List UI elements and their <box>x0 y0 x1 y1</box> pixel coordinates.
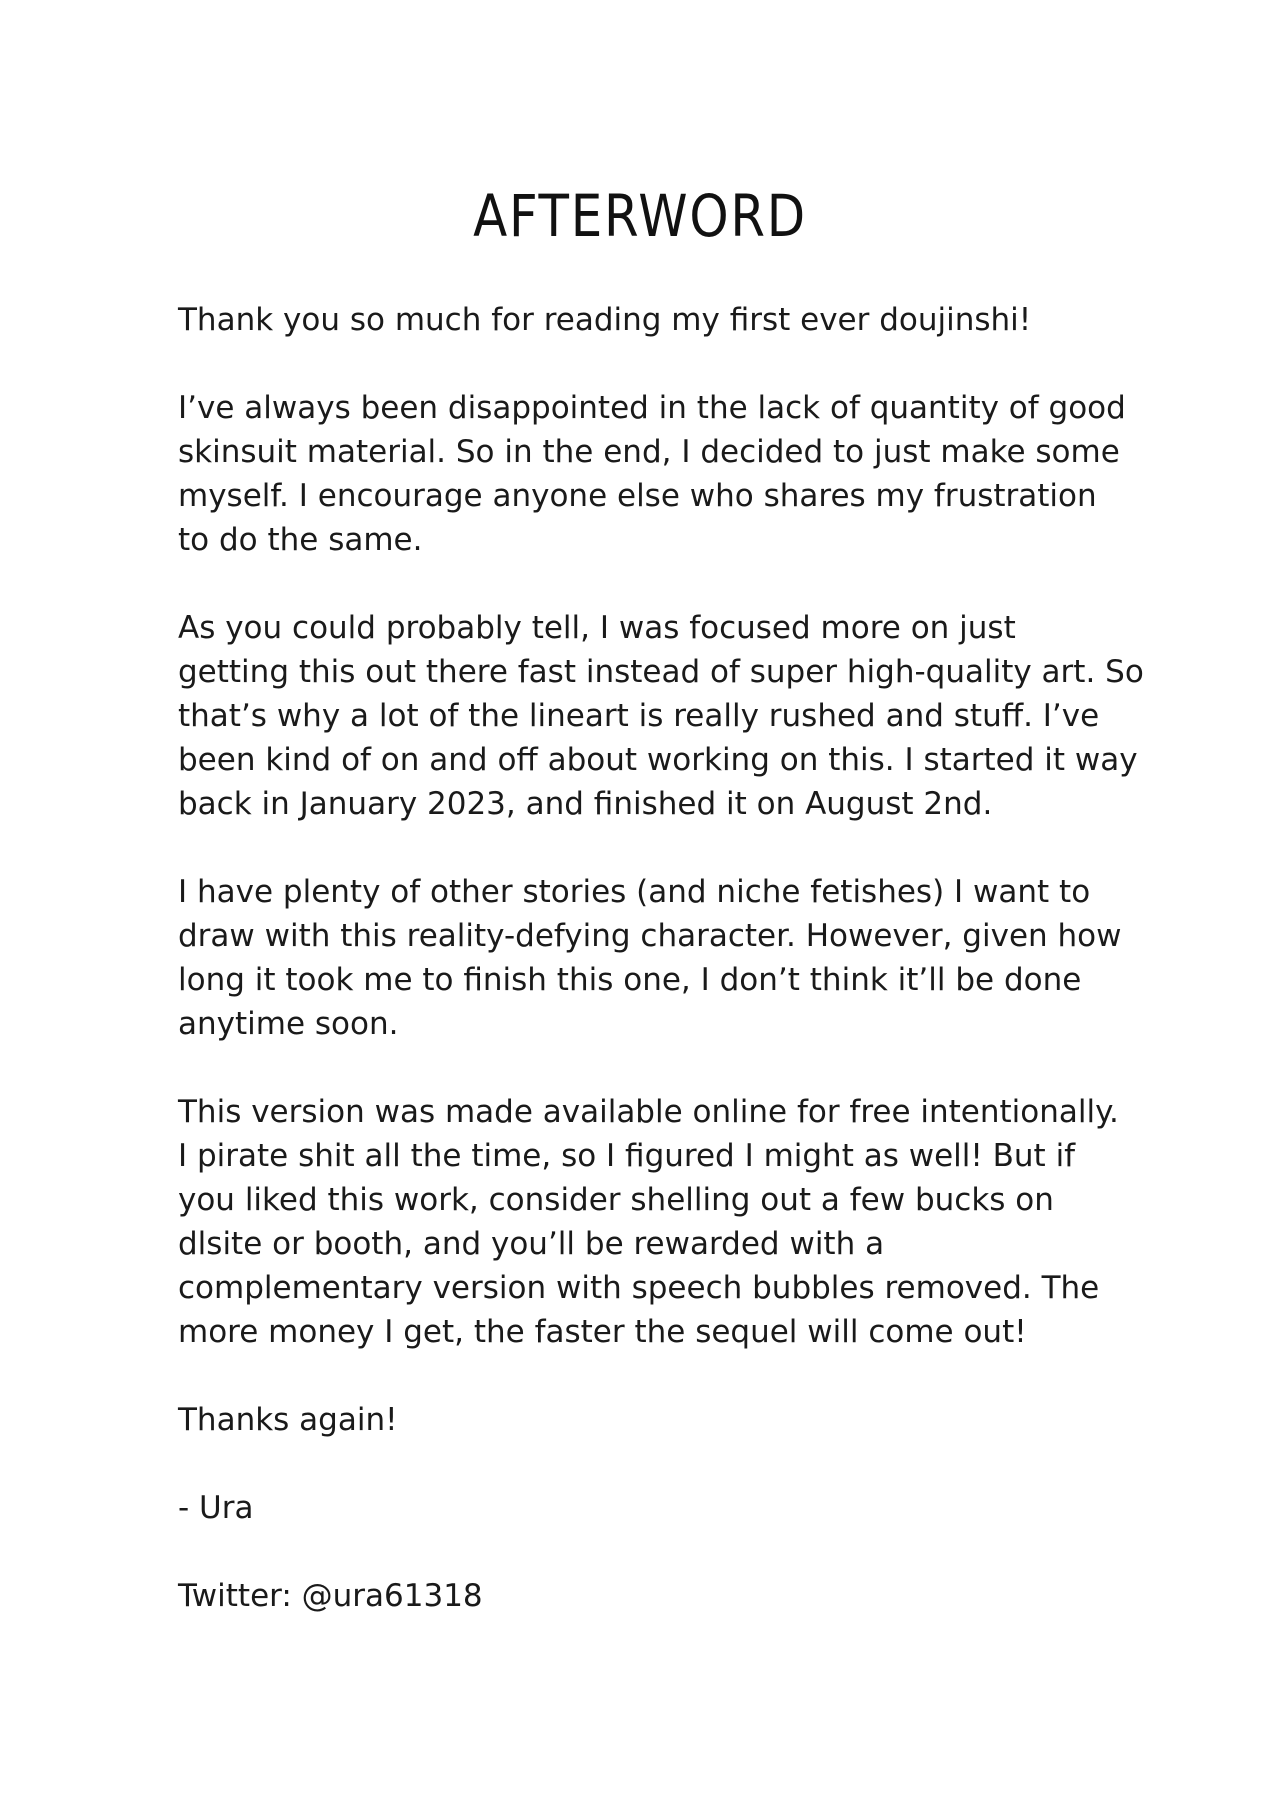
twitter-handle: Twitter: @ura61318 <box>178 1578 483 1614</box>
text-line: Thanks again! <box>178 1402 398 1438</box>
text-line: complementary version with speech bubbles removed. The <box>178 1270 1100 1306</box>
text-line: long it took me to finish this one, I don’t think it’ll be done <box>178 962 1082 998</box>
afterword-body <box>178 298 1144 1662</box>
paragraph-future <box>178 870 1138 1046</box>
text-line: I pirate shit all the time, so I figured I might as well! But if <box>178 1138 1076 1174</box>
text-line: back in January 2023, and finished it on August 2nd. <box>178 786 993 822</box>
text-line: Thank you so much for reading my first ever doujinshi! <box>178 302 1032 338</box>
paragraph-signature <box>178 1486 1138 1530</box>
text-line: As you could probably tell, I was focused more on just <box>178 610 1016 646</box>
text-line: dlsite or booth, and you’ll be rewarded with a <box>178 1226 885 1262</box>
text-line: that’s why a lot of the lineart is really rushed and stuff. I’ve <box>178 698 1100 734</box>
text-line: This version was made available online for free intentionally. <box>178 1094 1119 1130</box>
paragraph-availability <box>178 1090 1138 1354</box>
page-title: AFTERWORD <box>473 182 807 250</box>
text-line: you liked this work, consider shelling out a few bucks on <box>178 1182 1054 1218</box>
text-line: myself. I encourage anyone else who shares my frustration <box>178 478 1097 514</box>
text-line: skinsuit material. So in the end, I decided to just make some <box>178 434 1120 470</box>
paragraph-thanks-again <box>178 1398 1138 1442</box>
text-line: anytime soon. <box>178 1006 399 1042</box>
text-line: to do the same. <box>178 522 423 558</box>
paragraph-twitter <box>178 1574 1138 1618</box>
text-line: draw with this reality-defying character. However, given how <box>178 918 1122 954</box>
signature: - Ura <box>178 1490 254 1526</box>
text-line: I have plenty of other stories (and niche fetishes) I want to <box>178 874 1091 910</box>
text-line: more money I get, the faster the sequel will come out! <box>178 1314 1027 1350</box>
paragraph-process <box>178 606 1144 826</box>
text-line: getting this out there fast instead of super high-quality art. So <box>178 654 1144 690</box>
paragraph-thanks <box>178 298 1138 342</box>
text-line: I’ve always been disappointed in the lack of quantity of good <box>178 390 1126 426</box>
paragraph-motivation <box>178 386 1138 562</box>
text-line: been kind of on and off about working on this. I started it way <box>178 742 1138 778</box>
